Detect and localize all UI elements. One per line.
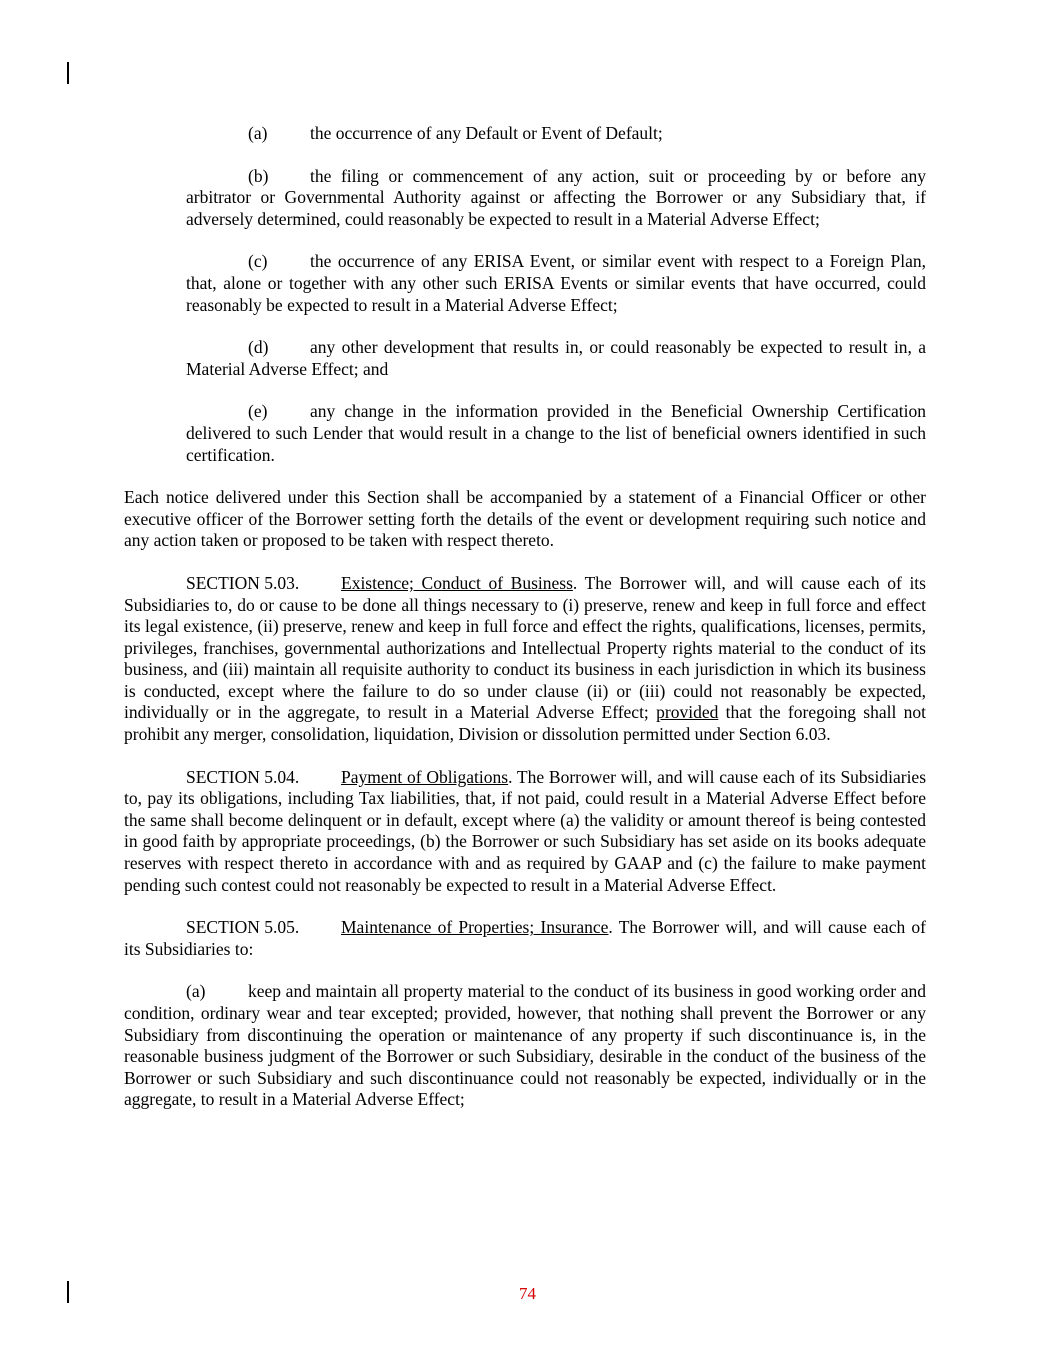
section-title: Payment of Obligations [341, 766, 509, 787]
section-text: . The Borrower will, and will cause each of its Subsidiaries to: [124, 917, 926, 959]
item-text: the occurrence of any ERISA Event, or similar event with respect to a Foreign Plan, that, alone or together with any other such ERISA Events or similar events that have occurred, could reasonably be expected to result in a Material Adverse Effect; [186, 251, 926, 315]
item-b [124, 166, 926, 231]
item-c [124, 251, 926, 316]
section-number: SECTION 5.03. [186, 572, 300, 593]
item-text: the filing or commencement of any action, suit or proceeding by or before any arbitrator or Governmental Authority against or affecting the Borrower or any Subsidiary that, if adversely determined, could reasonably be expected to result in a Material Adverse Effect; [186, 165, 926, 229]
section-title: Maintenance of Properties; Insurance [341, 917, 609, 938]
revision-bar-top [67, 62, 69, 84]
item-text: any other development that results in, or could reasonably be expected to result in, a Material Adverse Effect; and [186, 337, 926, 379]
item-a [124, 123, 926, 145]
section-number: SECTION 5.04. [186, 766, 300, 787]
section-5-03 [124, 573, 926, 746]
item-label: (a) [186, 981, 206, 1002]
item-label: (c) [248, 251, 268, 272]
provided-term: provided [656, 702, 719, 723]
section-text-continued: that the foregoing shall not prohibit any merger, consolidation, liquidation, Division or dissolution permitted under Section 6.03. [124, 702, 926, 745]
item-e [124, 401, 926, 466]
document-body [124, 123, 926, 1132]
item-d [124, 337, 926, 380]
section-5-05 [124, 917, 926, 960]
notice-paragraph: Each notice delivered under this Section shall be accompanied by a statement of a Financial Officer or other executive officer of the Borrower setting forth the details of the event or development requiring such notice and any action taken or proposed to be taken with respect thereto. [124, 487, 926, 551]
item-label: (a) [248, 123, 268, 143]
item-text: keep and maintain all property material to the conduct of its business in good working order and condition, ordinary wear and tear excepted; provided, however, that nothing shall prevent the Borrower or any Subsidiary from discontinuing the operation or maintenance of any property if such discontinuance is, in the reasonable business judgment of the Borrower or such Subsidiary, desirable in the conduct of the business of the Borrower or such Subsidiary and such discontinuance could not reasonably be expected, individually or in the aggregate, to result in a Material Adverse Effect; [124, 981, 926, 1110]
item-text: any change in the information provided in the Beneficial Ownership Certification delivered to such Lender that would result in a change to the list of beneficial owners identified in such certification. [186, 401, 926, 465]
section-title: Existence; Conduct of Business [341, 572, 573, 593]
section-5-04 [124, 767, 926, 897]
item-label: (b) [248, 165, 269, 186]
section-text: . The Borrower will, and will cause each of its Subsidiaries to, do or cause to be done all things necessary to (i) preserve, renew and keep in full force and effect its legal existence, (ii) preserve, renew and keep in full force and effect the rights, qualifications, licenses, permits, privileges, franchises, governmental authorizations and Intellectual Property rights material to the conduct of its business, and (iii) maintain all requisite authority to conduct its business in each jurisdiction in which its business is conducted, except where the failure to do so under clause (ii) or (iii) could not reasonably be expected, individually or in the aggregate, to result in a Material Adverse Effect; [124, 572, 926, 723]
section-5-05-item-a [124, 981, 926, 1111]
section-text: . The Borrower will, and will cause each of its Subsidiaries to, pay its obligations, including Tax liabilities, that, if not paid, could result in a Material Adverse Effect before the same shall become delinquent or in default, except where (a) the validity or amount thereof is being contested in good faith by appropriate proceedings, (b) the Borrower or such Subsidiary has set aside on its books adequate reserves with respect thereto in accordance with and as required by GAAP and (c) the failure to make payment pending such contest could not reasonably be expected to result in a Material Adverse Effect. [124, 766, 927, 895]
section-number: SECTION 5.05. [186, 917, 300, 938]
page-number: 74 [519, 1284, 536, 1303]
item-label: (d) [248, 337, 269, 358]
item-label: (e) [248, 401, 268, 422]
item-text: the occurrence of any Default or Event of Default; [310, 123, 663, 143]
